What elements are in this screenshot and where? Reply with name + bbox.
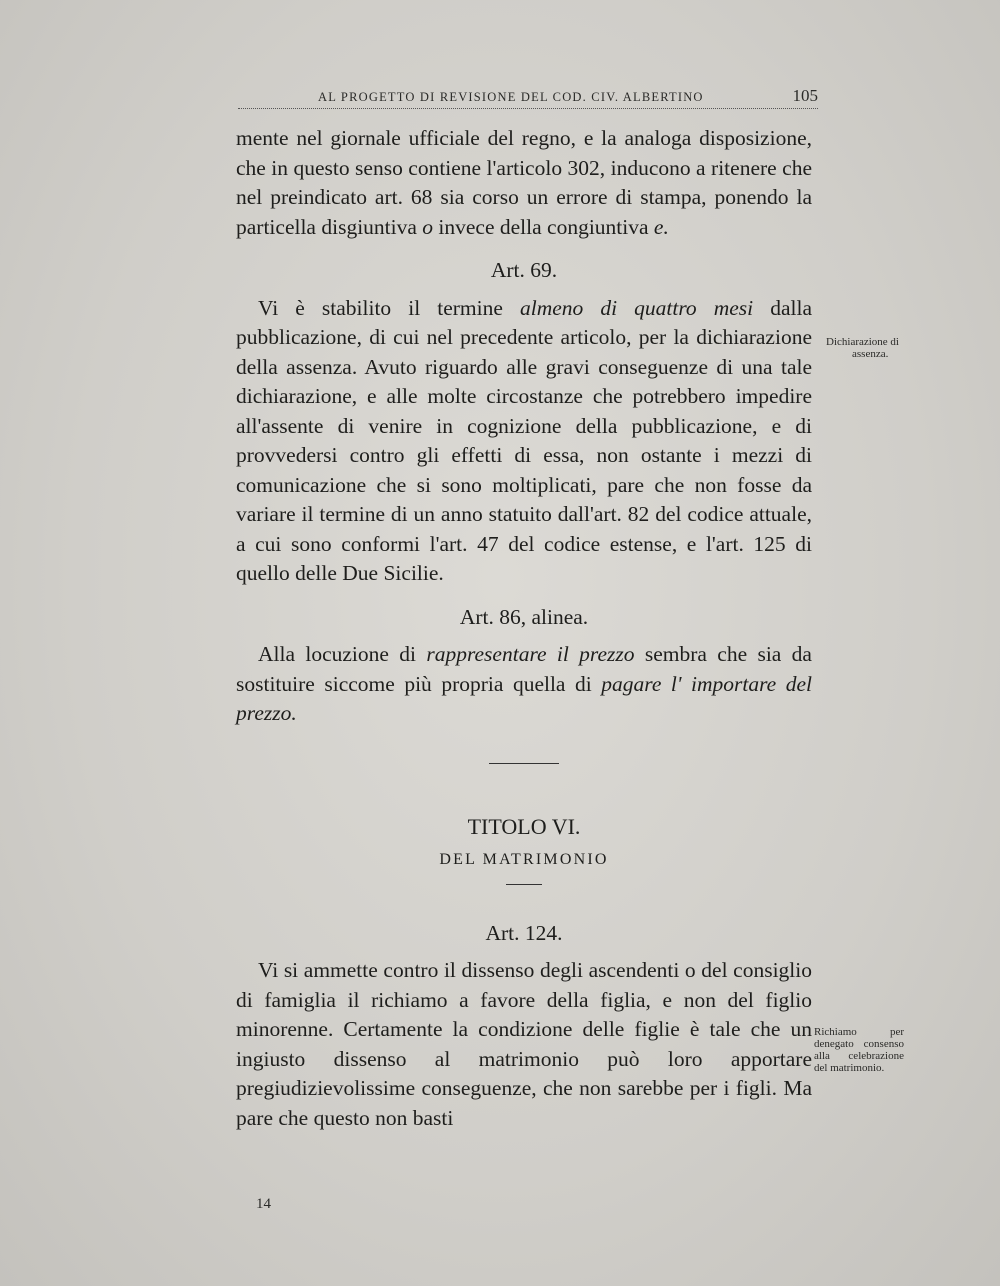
paragraph-art-86: Alla locuzione di rappresentare il prezzo sembra che sia da sostituire siccome più propria quella di pagare l' importare del prezzo.: [236, 642, 813, 725]
short-divider: [506, 884, 542, 885]
article-heading-69: Art. 69.: [490, 258, 558, 282]
sidenote-marriage-appeal: Richiamo per denegato consenso alla celebrazione del matrimonio.: [814, 1026, 904, 1074]
paragraph-art-69: Vi è stabilito il termine almeno di quattro mesi dalla pubblicazione, di cui nel precedente articolo, per la dichiarazione della assenza. Avuto riguardo alle gravi conseguenze di una tale dichiarazione, e alle molte circostanze che potrebbero impedire all'assente di venire in cognizione della pubblicazione, e di provvedersi contro gli effetti di essa, non ostante i mezzi di comunicazione che si sono moltiplicati, pare che non fosse da variare il termine di un anno statuito dall'art. 82 del codice attuale, a cui sono conformi l'art. 47 del codice estense, e l'art. 125 di quello delle Due Sicilie.: [236, 295, 812, 585]
running-header: [238, 84, 818, 109]
sidenote-absence: [826, 336, 934, 360]
sidenote-absence-line1: Dichiarazione di: [826, 336, 899, 348]
main-text: [236, 124, 812, 1133]
section-heading: DEL MATRIMONIO: [439, 850, 609, 868]
paragraph-continuation: mente nel giornale ufficiale del regno, e la analoga disposizione, che in questo senso contiene l'articolo 302, inducono a ritenere che nel preindicato art. 68 sia corso un errore di stampa, ponendo la particella disgiuntiva o invece della congiuntiva e.: [236, 126, 812, 239]
article-heading-86: Art. 86, alinea.: [459, 604, 589, 629]
section-divider: [489, 763, 559, 764]
paragraph-art-124: Vi si ammette contro il dissenso degli ascendenti o del consiglio di famiglia il richiamo a favore della figlia, e non del figlio minorenne. Certamente la condizione delle figlie è tale che un ingiusto dissenso al matrimonio può loro apportare pregiudizievolissime conseguenze, che non sarebbe per i figli. Ma pare che questo non basti: [236, 958, 812, 1130]
page-number: 105: [792, 86, 818, 105]
signature-mark: 14: [256, 1196, 271, 1212]
sidenote-absence-line2: assenza.: [852, 348, 889, 360]
article-heading-124: Art. 124.: [485, 920, 563, 945]
running-title: AL PROGETTO DI REVISIONE DEL COD. CIV. ALBERTINO: [318, 90, 704, 104]
title-heading: TITOLO VI.: [467, 813, 581, 839]
